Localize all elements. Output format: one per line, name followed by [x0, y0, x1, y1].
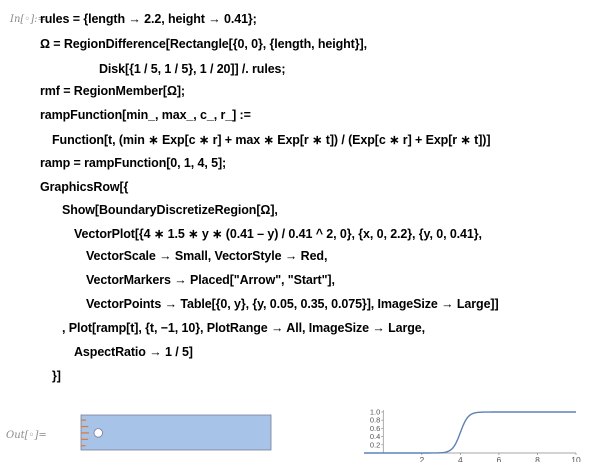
x-tick-label-3: 8 [535, 455, 540, 462]
code-line-14: , Plot[ramp[t], {t, −1, 10}, PlotRange → All, ImageSize → Large, [62, 321, 426, 335]
code-line-2: Ω = RegionDifference[Rectangle[{0, 0}, {length, height}], [40, 37, 367, 51]
code-line-1: rules = {length → 2.2, height → 0.41}; [40, 12, 257, 26]
ramp-curve [364, 412, 576, 453]
code-line-11: VectorScale → Small, VectorStyle → Red, [86, 249, 328, 263]
x-tick-label-1: 4 [457, 455, 463, 462]
y-tick-label-0: 0.2 [369, 440, 381, 450]
output-cell-label: Out[◦]= [6, 430, 47, 441]
code-line-6: Function[t, (min ∗ Exp[c ∗ r] + max ∗ Exp[r ∗ t]) / (Exp[c ∗ r] + Exp[r ∗ t])] [52, 133, 491, 147]
region-rectangle [81, 415, 271, 450]
y-tick-label-2: 0.6 [369, 423, 381, 433]
region-vector-plot [78, 413, 274, 453]
code-line-3: Disk[{1 / 5, 1 / 5}, 1 / 20]] /. rules; [99, 62, 286, 76]
code-line-9: Show[BoundaryDiscretizeRegion[Ω], [62, 203, 278, 217]
ramp-plot [360, 406, 582, 462]
y-tick-label-3: 0.8 [369, 415, 381, 425]
code-line-8: GraphicsRow[{ [40, 180, 129, 194]
ramp-axes [364, 408, 581, 463]
x-tick-label-4: 10 [571, 455, 581, 462]
code-line-13: VectorPoints → Table[{0, y}, {y, 0.05, 0.35, 0.075}], ImageSize → Large]] [86, 297, 499, 311]
x-tick-label-0: 2 [419, 455, 425, 462]
code-line-15: AspectRatio → 1 / 5] [74, 345, 193, 359]
input-cell-label: In[◦]:= [10, 14, 46, 25]
code-line-12: VectorMarkers → Placed["Arrow", "Start"], [86, 273, 335, 287]
code-line-16: }] [52, 369, 61, 383]
code-line-4: rmf = RegionMember[Ω]; [40, 84, 185, 98]
code-line-5: rampFunction[min_, max_, c_, r_] := [40, 108, 251, 122]
code-line-7: ramp = rampFunction[0, 1, 4, 5]; [40, 156, 227, 170]
y-tick-label-1: 0.4 [369, 432, 381, 442]
region-disk-hole [94, 429, 103, 438]
x-tick-label-2: 6 [496, 455, 502, 462]
code-line-10: VectorPlot[{4 ∗ 1.5 ∗ y ∗ (0.41 – y) / 0.41 ^ 2, 0}, {x, 0, 2.2}, {y, 0, 0.41}, [74, 227, 482, 241]
y-tick-label-4: 1.0 [369, 407, 381, 417]
